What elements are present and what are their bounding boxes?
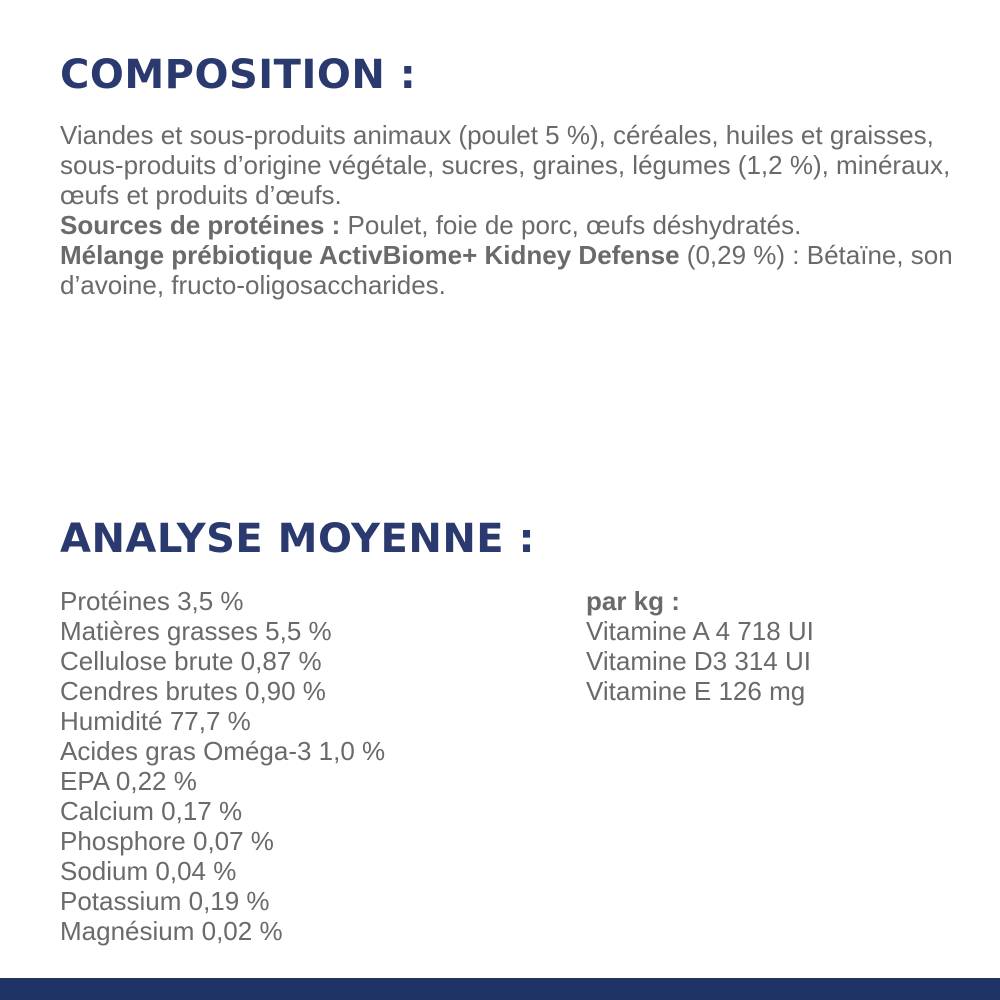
vitamin-item: Vitamine A 4 718 UI: [586, 616, 814, 646]
nutrient-item: Cellulose brute 0,87 %: [60, 646, 322, 676]
nutrient-item: Magnésium 0,02 %: [60, 916, 283, 946]
nutrient-item: Acides gras Oméga-3 1,0 %: [60, 736, 386, 766]
nutrient-item: Potassium 0,19 %: [60, 886, 270, 916]
nutrient-item: Calcium 0,17 %: [60, 796, 243, 826]
nutrient-list: [60, 586, 540, 946]
protein-sources: [60, 210, 960, 240]
vitamin-list: [586, 586, 966, 706]
nutrient-item: Protéines 3,5 %: [60, 586, 244, 616]
nutrient-item: Humidité 77,7 %: [60, 706, 251, 736]
composition-heading: COMPOSITION :: [60, 52, 417, 98]
nutrient-item: Matières grasses 5,5 %: [60, 616, 332, 646]
vitamin-item: Vitamine D3 314 UI: [586, 646, 811, 676]
vitamin-item: Vitamine E 126 mg: [586, 676, 806, 706]
prebiotic-label: Mélange prébiotique ActivBiome+ Kidney Defense: [60, 240, 680, 270]
nutrient-item: Phosphore 0,07 %: [60, 826, 274, 856]
ingredients-text: Viandes et sous-produits animaux (poulet 5 %), céréales, huiles et graisses, sous-produits d’origine végétale, sucres, graines, légumes (1,2 %), minéraux, œufs et produits d’œufs.: [60, 120, 951, 210]
prebiotic-value: (0,29 %) : Bétaïne, son d’avoine, fructo-oligosaccharides.: [60, 240, 953, 300]
bottom-color-band: [0, 978, 1000, 1000]
nutrient-item: Sodium 0,04 %: [60, 856, 237, 886]
nutrient-item: Cendres brutes 0,90 %: [60, 676, 326, 706]
nutrient-item: EPA 0,22 %: [60, 766, 197, 796]
protein-sources-label: Sources de protéines :: [60, 210, 341, 240]
analysis-heading: ANALYSE MOYENNE :: [60, 516, 536, 562]
composition-section: [60, 120, 960, 300]
per-kg-label: par kg :: [586, 586, 680, 616]
protein-sources-value: Poulet, foie de porc, œufs déshydratés.: [340, 210, 802, 240]
prebiotic-blend: [60, 240, 960, 300]
